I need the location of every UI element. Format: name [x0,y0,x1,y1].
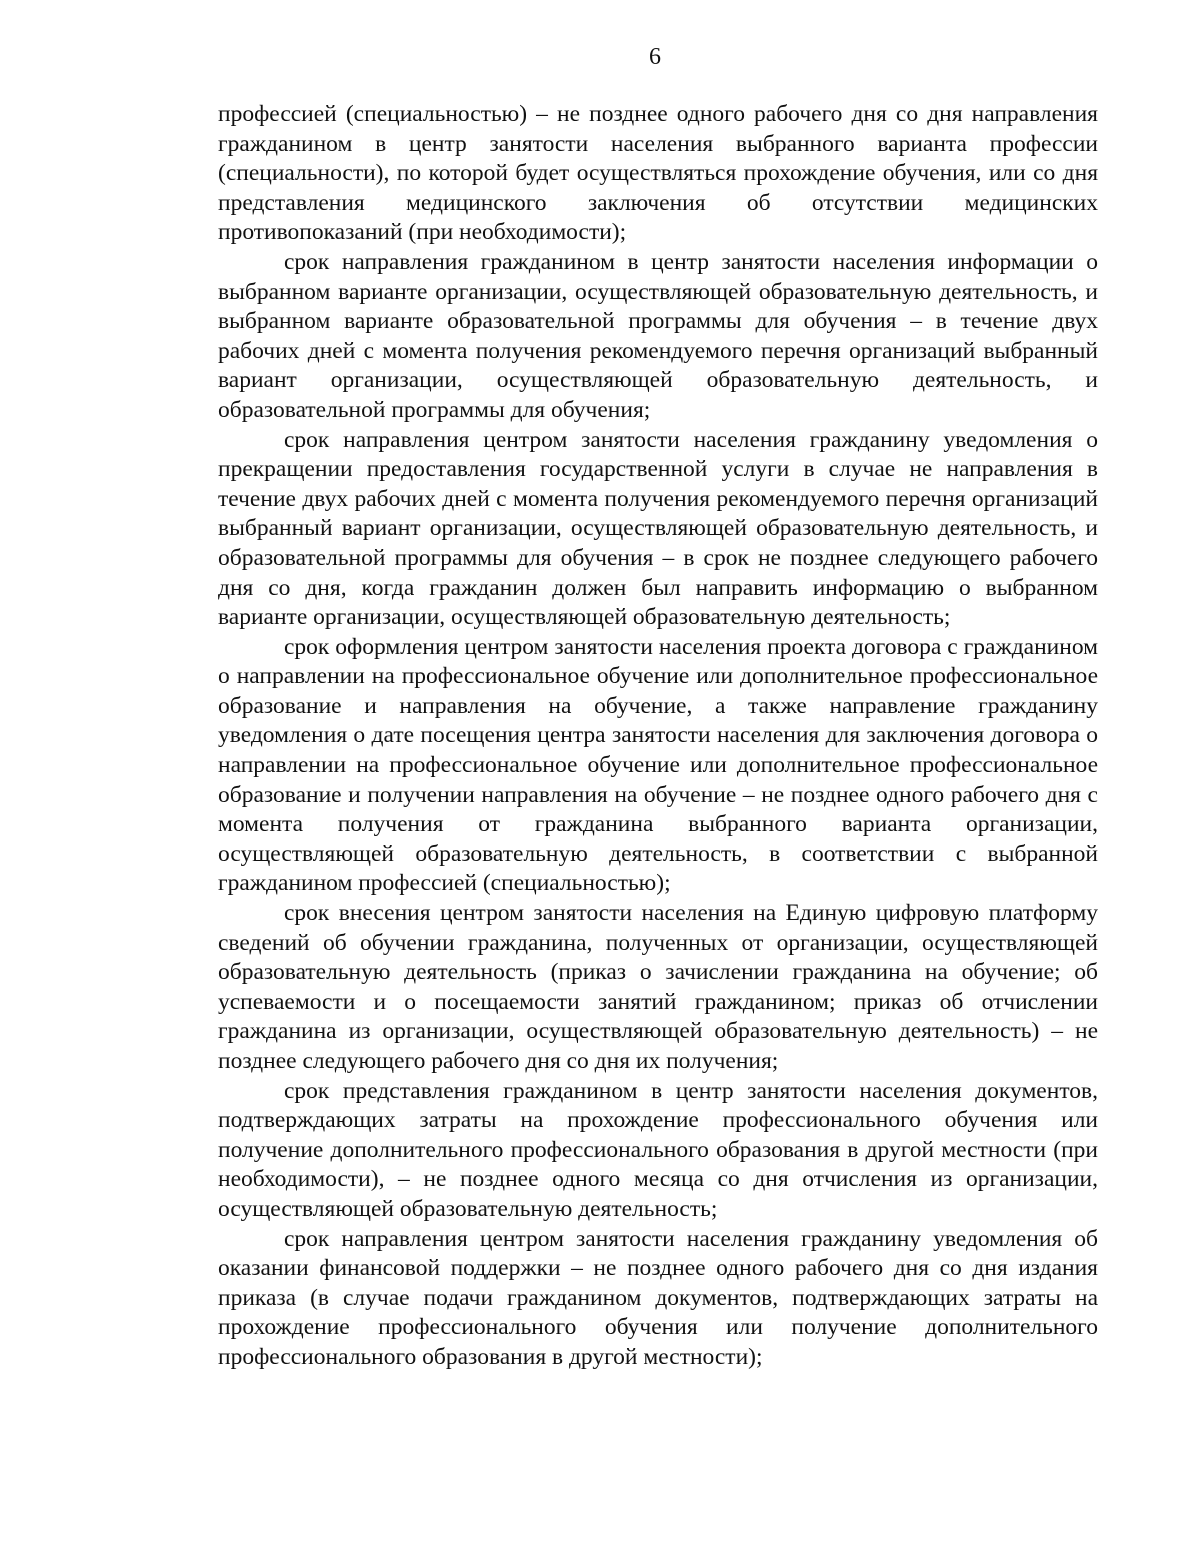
paragraph: срок направления центром занятости населения гражданину уведомления об оказании финансовой поддержки – не позднее одного рабочего дня со дня издания приказа (в случае подачи гражданином документов, подтверждающих затраты на прохождение профессионального обучения или получение дополнительного профессионального образования в другой местности); [218,1225,1098,1370]
paragraph-continuation: профессией (специальностью) – не позднее одного рабочего дня со дня направления гражданином в центр занятости населения выбранного варианта профессии (специальности), по которой будет осуществляться прохождение обучения, или со дня представления медицинского заключения об отсутствии медицинских противопоказаний (при необходимости); [218,101,1098,246]
paragraph: срок оформления центром занятости населения проекта договора с гражданином о направлении на профессиональное обучение или дополнительное профессиональное образование и направления на обучение, а также направление гражданину уведомления о дате посещения центра занятости населения для заключения договора о направлении на профессиональное обучение или дополнительное профессиональное образование и получении направления на обучение – не позднее одного рабочего дня с момента получения от гражданина выбранного варианта организации, осуществляющей образовательную деятельность, в соответствии с выбранной гражданином профессией (специальностью); [218,633,1098,897]
document-body [218,100,1098,1373]
paragraph: срок направления гражданином в центр занятости населения информации о выбранном варианте организации, осуществляющей образовательную деятельность, и выбранном варианте образовательной программы для обучения – в течение двух рабочих дней с момента получения рекомендуемого перечня организаций выбранный вариант организации, осуществляющей образовательную деятельность, и образовательной программы для обучения; [218,248,1098,423]
paragraph: срок внесения центром занятости населения на Единую цифровую платформу сведений об обучении гражданина, полученных от организации, осуществляющей образовательную деятельность (приказ о зачислении гражданина на обучение; об успеваемости и о посещаемости занятий гражданином; приказ об отчислении гражданина из организации, осуществляющей образовательную деятельность) – не позднее следующего рабочего дня со дня их получения; [218,900,1098,1074]
paragraph: срок направления центром занятости населения гражданину уведомления о прекращении предоставления государственной услуги в случае не направления в течение двух рабочих дней с момента получения рекомендуемого перечня организаций выбранный вариант организации, осуществляющей образовательную деятельность, и образовательной программы для обучения – в срок не позднее следующего рабочего дня со дня, когда гражданин должен был направить информацию о выбранном варианте организации, осуществляющей образовательную деятельность; [218,426,1098,631]
paragraph: срок представления гражданином в центр занятости населения документов, подтверждающих затраты на прохождение профессионального обучения или получение дополнительного профессионального образования в другой местности (при необходимости), – не позднее одного месяца со дня отчисления из организации, осуществляющей образовательную деятельность; [218,1077,1098,1222]
page-number: 6 [649,44,661,70]
